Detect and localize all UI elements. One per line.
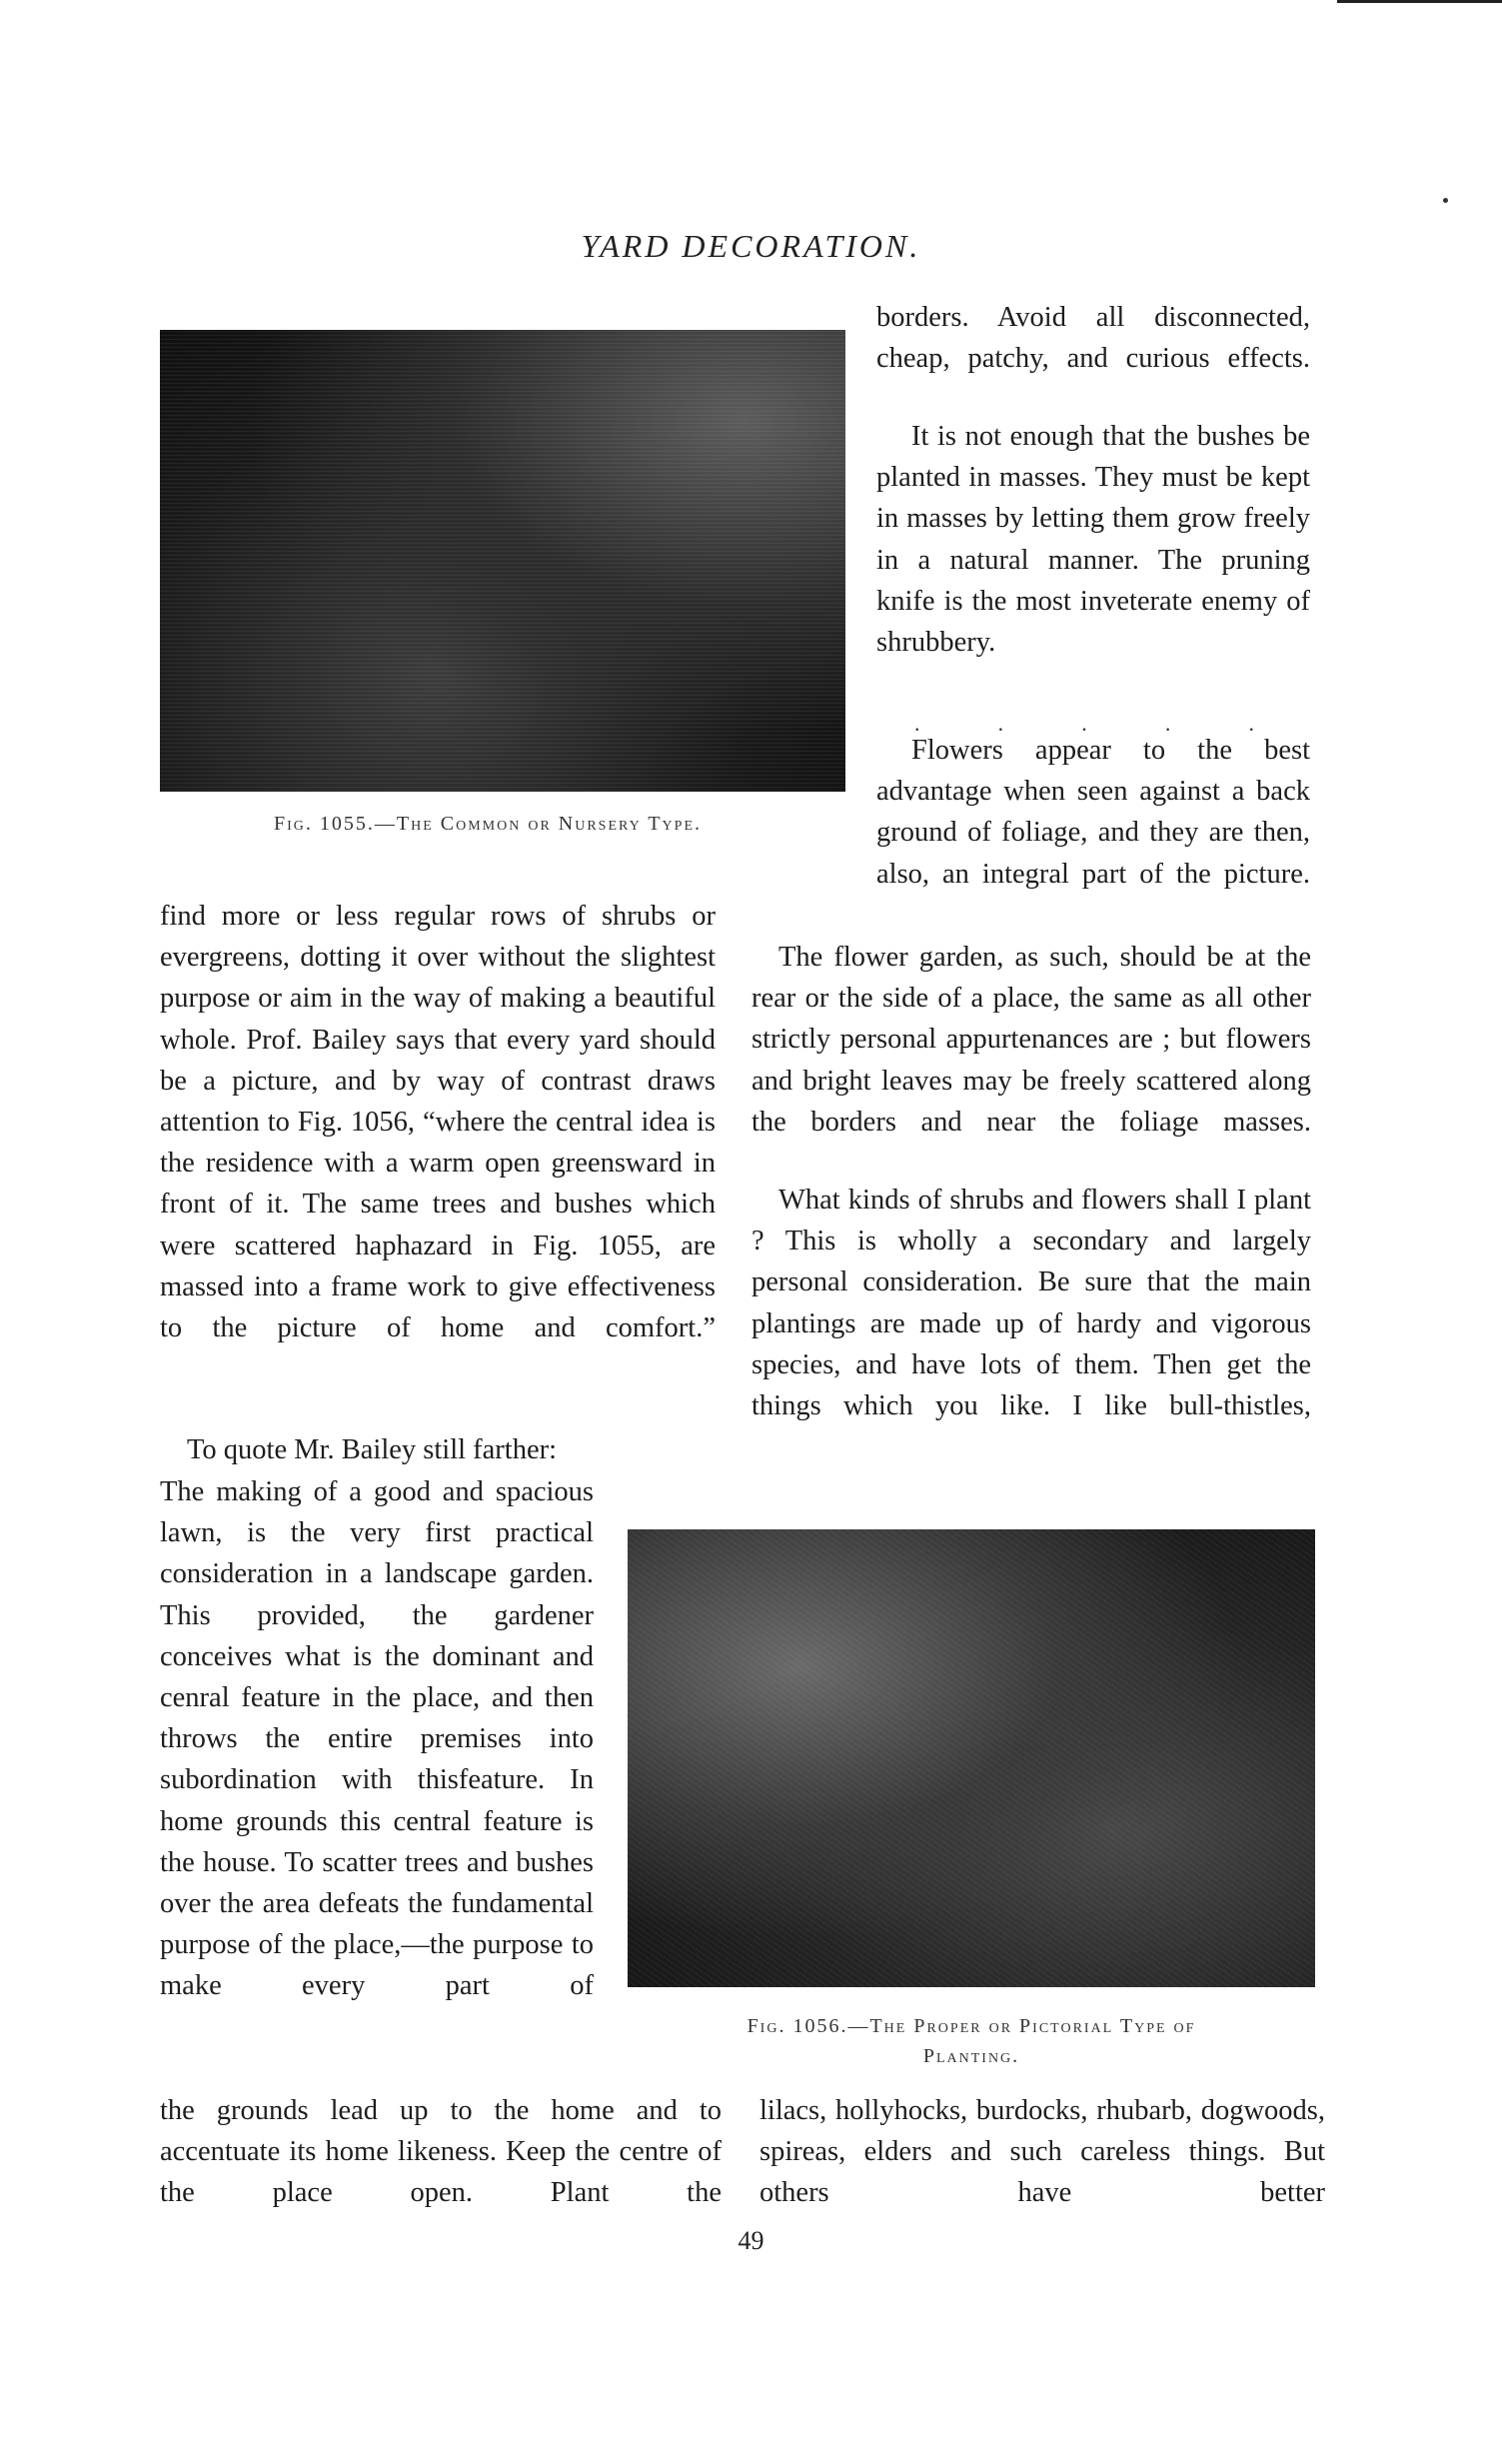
figure-1056-caption — [628, 2011, 1315, 2071]
paragraph-rows-of-shrubs: find more or less regular rows of shrubs or evergreens, dotting it over without the slightest purpose or aim in the way of making a beautiful whole. Prof. Bailey says that every yard should be a picture, and by way of contrast draws attention to Fig. 1056, “where the central idea is the residence with a warm open greensward in front of it. The same trees and bushes which were scattered haphazard in Fig. 1055, are massed into a frame work to give effectiveness to the picture of home and comfort.” — [160, 901, 716, 1344]
ellipsis-dot: . — [1248, 711, 1254, 736]
page-number: 49 — [738, 2226, 764, 2255]
paragraph-what-kinds: What kinds of shrubs and flowers shall I plant ? This is wholly a secondary and largely personal consideration. Be sure that the main plantings are made up of hardy and vigorous species, and have lots of them. Then get the things which you like. I like bull-thistles, — [751, 1185, 1311, 1422]
ellipsis-dot: . — [914, 711, 920, 736]
paragraph-masses: It is not enough that the bushes be planted in masses. They must be kept in masses by letting them grow freely in a natural manner. The pruning knife is the most inveterate enemy of shrubbery. — [876, 421, 1310, 659]
figure-1055-caption: Fig. 1055.—The Common or Nursery Type. — [274, 813, 702, 835]
ellipsis-dot: . — [1164, 711, 1171, 736]
ellipsis-dot: . — [997, 711, 1004, 736]
paragraph-borders: borders. Avoid all disconnected, cheap, patchy, and curious effects. — [876, 302, 1310, 375]
paragraph-grounds-lead: the grounds lead up to the home and to accentuate its home likeness. Keep the centre of the place open. Plant the — [160, 2095, 722, 2209]
figure-1056-caption-line2: Planting. — [922, 2045, 1020, 2067]
paragraph-flower-garden: The flower garden, as such, should be at the rear or the side of a place, the same as all other strictly personal appurtenances are ; but flowers and bright leaves may be freely scattered along the borders and near the foliage masses. — [751, 942, 1311, 1138]
running-header: YARD DECORATION. — [581, 228, 921, 264]
page-edge-rule — [1337, 0, 1502, 3]
paragraph-quote-intro: To quote Mr. Bailey still farther: — [187, 1434, 558, 1465]
ellipsis-dot: . — [1081, 711, 1087, 736]
figure-1055-photo — [160, 330, 845, 792]
paragraph-flowers-top: Flowers appear to the best advantage when seen against a back ground of foliage, and they are then, also, an integral part of the picture. — [876, 735, 1310, 890]
paragraph-lilacs: lilacs, hollyhocks, burdocks, rhubarb, dogwoods, spireas, elders and such careless things. But others have better — [759, 2095, 1325, 2209]
paragraph-lawn-quote: The making of a good and spacious lawn, is the very first practical consideration in a landscape garden. This provided, the gardener conceives what is the dominant and cenral feature in the place, and then throws the entire premises into subordination with thisfeature. In home grounds this central feature is the house. To scatter trees and bushes over the area defeats the fundamental purpose of the place,—the purpose to make every part of — [160, 1476, 594, 2002]
figure-1056-caption-line1: Fig. 1056.—The Proper or Pictorial Type of — [747, 2015, 1196, 2037]
figure-1056-photo — [628, 1529, 1315, 1987]
scan-speck — [1443, 198, 1448, 203]
